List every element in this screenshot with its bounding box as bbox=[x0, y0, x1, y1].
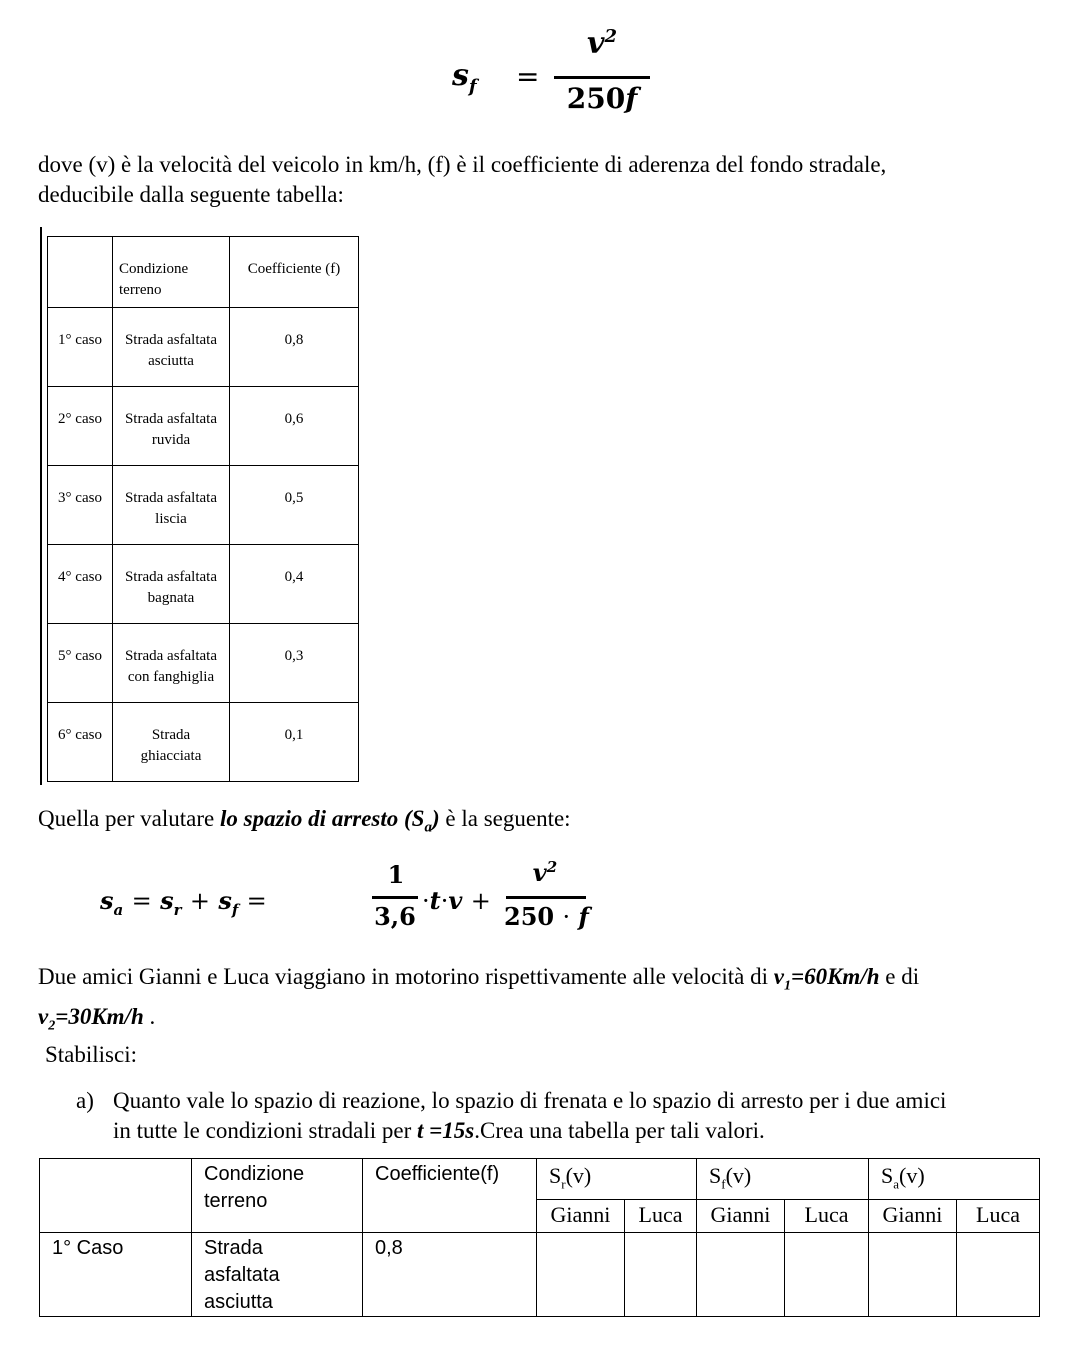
coefficient-cell: 0,6 bbox=[284, 411, 304, 427]
results-table bbox=[39, 1158, 1040, 1317]
table-row bbox=[48, 387, 359, 466]
coefficient-cell: 0,8 bbox=[363, 1233, 537, 1317]
fraction-bar bbox=[554, 76, 650, 79]
table-row bbox=[48, 466, 359, 545]
sr-gianni-cell[interactable] bbox=[537, 1233, 625, 1317]
condition-cell: Strada asfaltata asciutta bbox=[192, 1233, 363, 1317]
condition-cell: Strada asfaltata bagnata bbox=[124, 569, 218, 606]
intro-paragraph bbox=[38, 150, 1058, 210]
condition-cell: Strada asfaltata ruvida bbox=[124, 411, 218, 448]
coefficient-cell: 0,1 bbox=[284, 727, 304, 743]
header-reaction-distance: $S_r(v)$ bbox=[537, 1159, 697, 1200]
problem-statement bbox=[38, 962, 1068, 1041]
question-a-label: a) bbox=[76, 1088, 94, 1113]
header-empty-cell bbox=[48, 237, 113, 308]
table-row bbox=[48, 545, 359, 624]
coefficient-cell: 0,3 bbox=[284, 648, 304, 664]
formula-numerator: $v^2$ bbox=[587, 26, 617, 61]
frac2-denominator: 250 · f bbox=[504, 902, 589, 931]
intro-line-2: deducibile dalla seguente tabella: bbox=[38, 182, 344, 207]
condition-cell: Strada asfaltata con fanghiglia bbox=[124, 648, 218, 685]
problem-line-2: $v_2=30Km/h$ . bbox=[38, 1003, 156, 1034]
header-coefficient: Coefficiente(f) bbox=[363, 1159, 537, 1233]
frac1-denominator: 3,6 bbox=[374, 902, 416, 931]
formula2-middle: ·t·v + bbox=[422, 886, 491, 915]
sa-luca-cell[interactable] bbox=[957, 1233, 1040, 1317]
header-stopping-distance: $S_a(v)$ bbox=[869, 1159, 1040, 1200]
formula-lhs: $s_f$ bbox=[452, 58, 477, 97]
friction-coefficient-table bbox=[47, 236, 359, 782]
table-row bbox=[48, 703, 359, 782]
sr-luca-cell[interactable] bbox=[625, 1233, 697, 1317]
formula-denominator: 250f bbox=[566, 82, 638, 115]
sf-luca-cell[interactable] bbox=[785, 1233, 869, 1317]
header-gianni: Gianni bbox=[697, 1200, 785, 1233]
header-braking-distance: $S_f(v)$ bbox=[697, 1159, 869, 1200]
table-row bbox=[48, 308, 359, 387]
header-luca: Luca bbox=[785, 1200, 869, 1233]
coefficient-cell: 0,4 bbox=[284, 569, 304, 585]
case-label: 1° Caso bbox=[40, 1233, 192, 1317]
case-label: 1° caso bbox=[58, 332, 102, 348]
condition-cell: Strada asfaltata liscia bbox=[124, 490, 218, 527]
stabilisci-label: Stabilisci: bbox=[45, 1042, 137, 1067]
stopping-distance-sentence: Quella per valutare lo spazio di arresto $(S_a)$ è la seguente: bbox=[38, 806, 571, 836]
case-label: 3° caso bbox=[58, 490, 102, 506]
margin-rule bbox=[40, 227, 42, 785]
equals-sign: = bbox=[516, 60, 540, 93]
case-label: 5° caso bbox=[58, 648, 102, 664]
header-gianni: Gianni bbox=[869, 1200, 957, 1233]
braking-distance-formula bbox=[452, 26, 652, 116]
case-label: 6° caso bbox=[58, 727, 102, 743]
header-coefficient: Coefficiente (f) bbox=[230, 237, 359, 308]
header-luca: Luca bbox=[625, 1200, 697, 1233]
results-header-row-1 bbox=[40, 1159, 1040, 1200]
frac1-bar bbox=[372, 896, 418, 899]
sa-gianni-cell[interactable] bbox=[869, 1233, 957, 1317]
stopping-distance-formula bbox=[100, 858, 589, 940]
condition-cell: Strada asfaltata asciutta bbox=[124, 332, 218, 369]
header-luca: Luca bbox=[957, 1200, 1040, 1233]
case-label: 2° caso bbox=[58, 411, 102, 427]
header-condition: Condizione terreno bbox=[192, 1159, 363, 1233]
problem-line-1: Due amici Gianni e Luca viaggiano in motorino rispettivamente alle velocità di $v_1=60Km/h$ e di bbox=[38, 964, 920, 994]
frac2-bar bbox=[506, 896, 586, 899]
frac1-numerator: 1 bbox=[387, 860, 405, 889]
condition-cell: Strada ghiacciata bbox=[140, 727, 202, 764]
formula2-lhs: $s_a = s_r + s_f$ = bbox=[100, 886, 267, 919]
coefficient-cell: 0,8 bbox=[284, 332, 304, 348]
header-condition: Condizione terreno bbox=[113, 237, 230, 308]
frac2-numerator: $v^2$ bbox=[532, 858, 558, 887]
intro-line-1: dove (v) è la velocità del veicolo in km/h, (f) è il coefficiente di aderenza del fondo stradale, bbox=[38, 152, 887, 177]
coefficient-cell: 0,5 bbox=[284, 490, 304, 506]
table-header-row bbox=[48, 237, 359, 308]
header-gianni: Gianni bbox=[537, 1200, 625, 1233]
sf-gianni-cell[interactable] bbox=[697, 1233, 785, 1317]
question-a-text: Quanto vale lo spazio di reazione, lo spazio di frenata e lo spazio di arresto per i due amici in tutte le condizioni stradali per t =15s.Crea una tabella per tali valori. bbox=[113, 1088, 947, 1143]
case-label: 4° caso bbox=[58, 569, 102, 585]
header-empty-cell bbox=[40, 1159, 192, 1233]
table-row bbox=[40, 1233, 1040, 1317]
table-row bbox=[48, 624, 359, 703]
